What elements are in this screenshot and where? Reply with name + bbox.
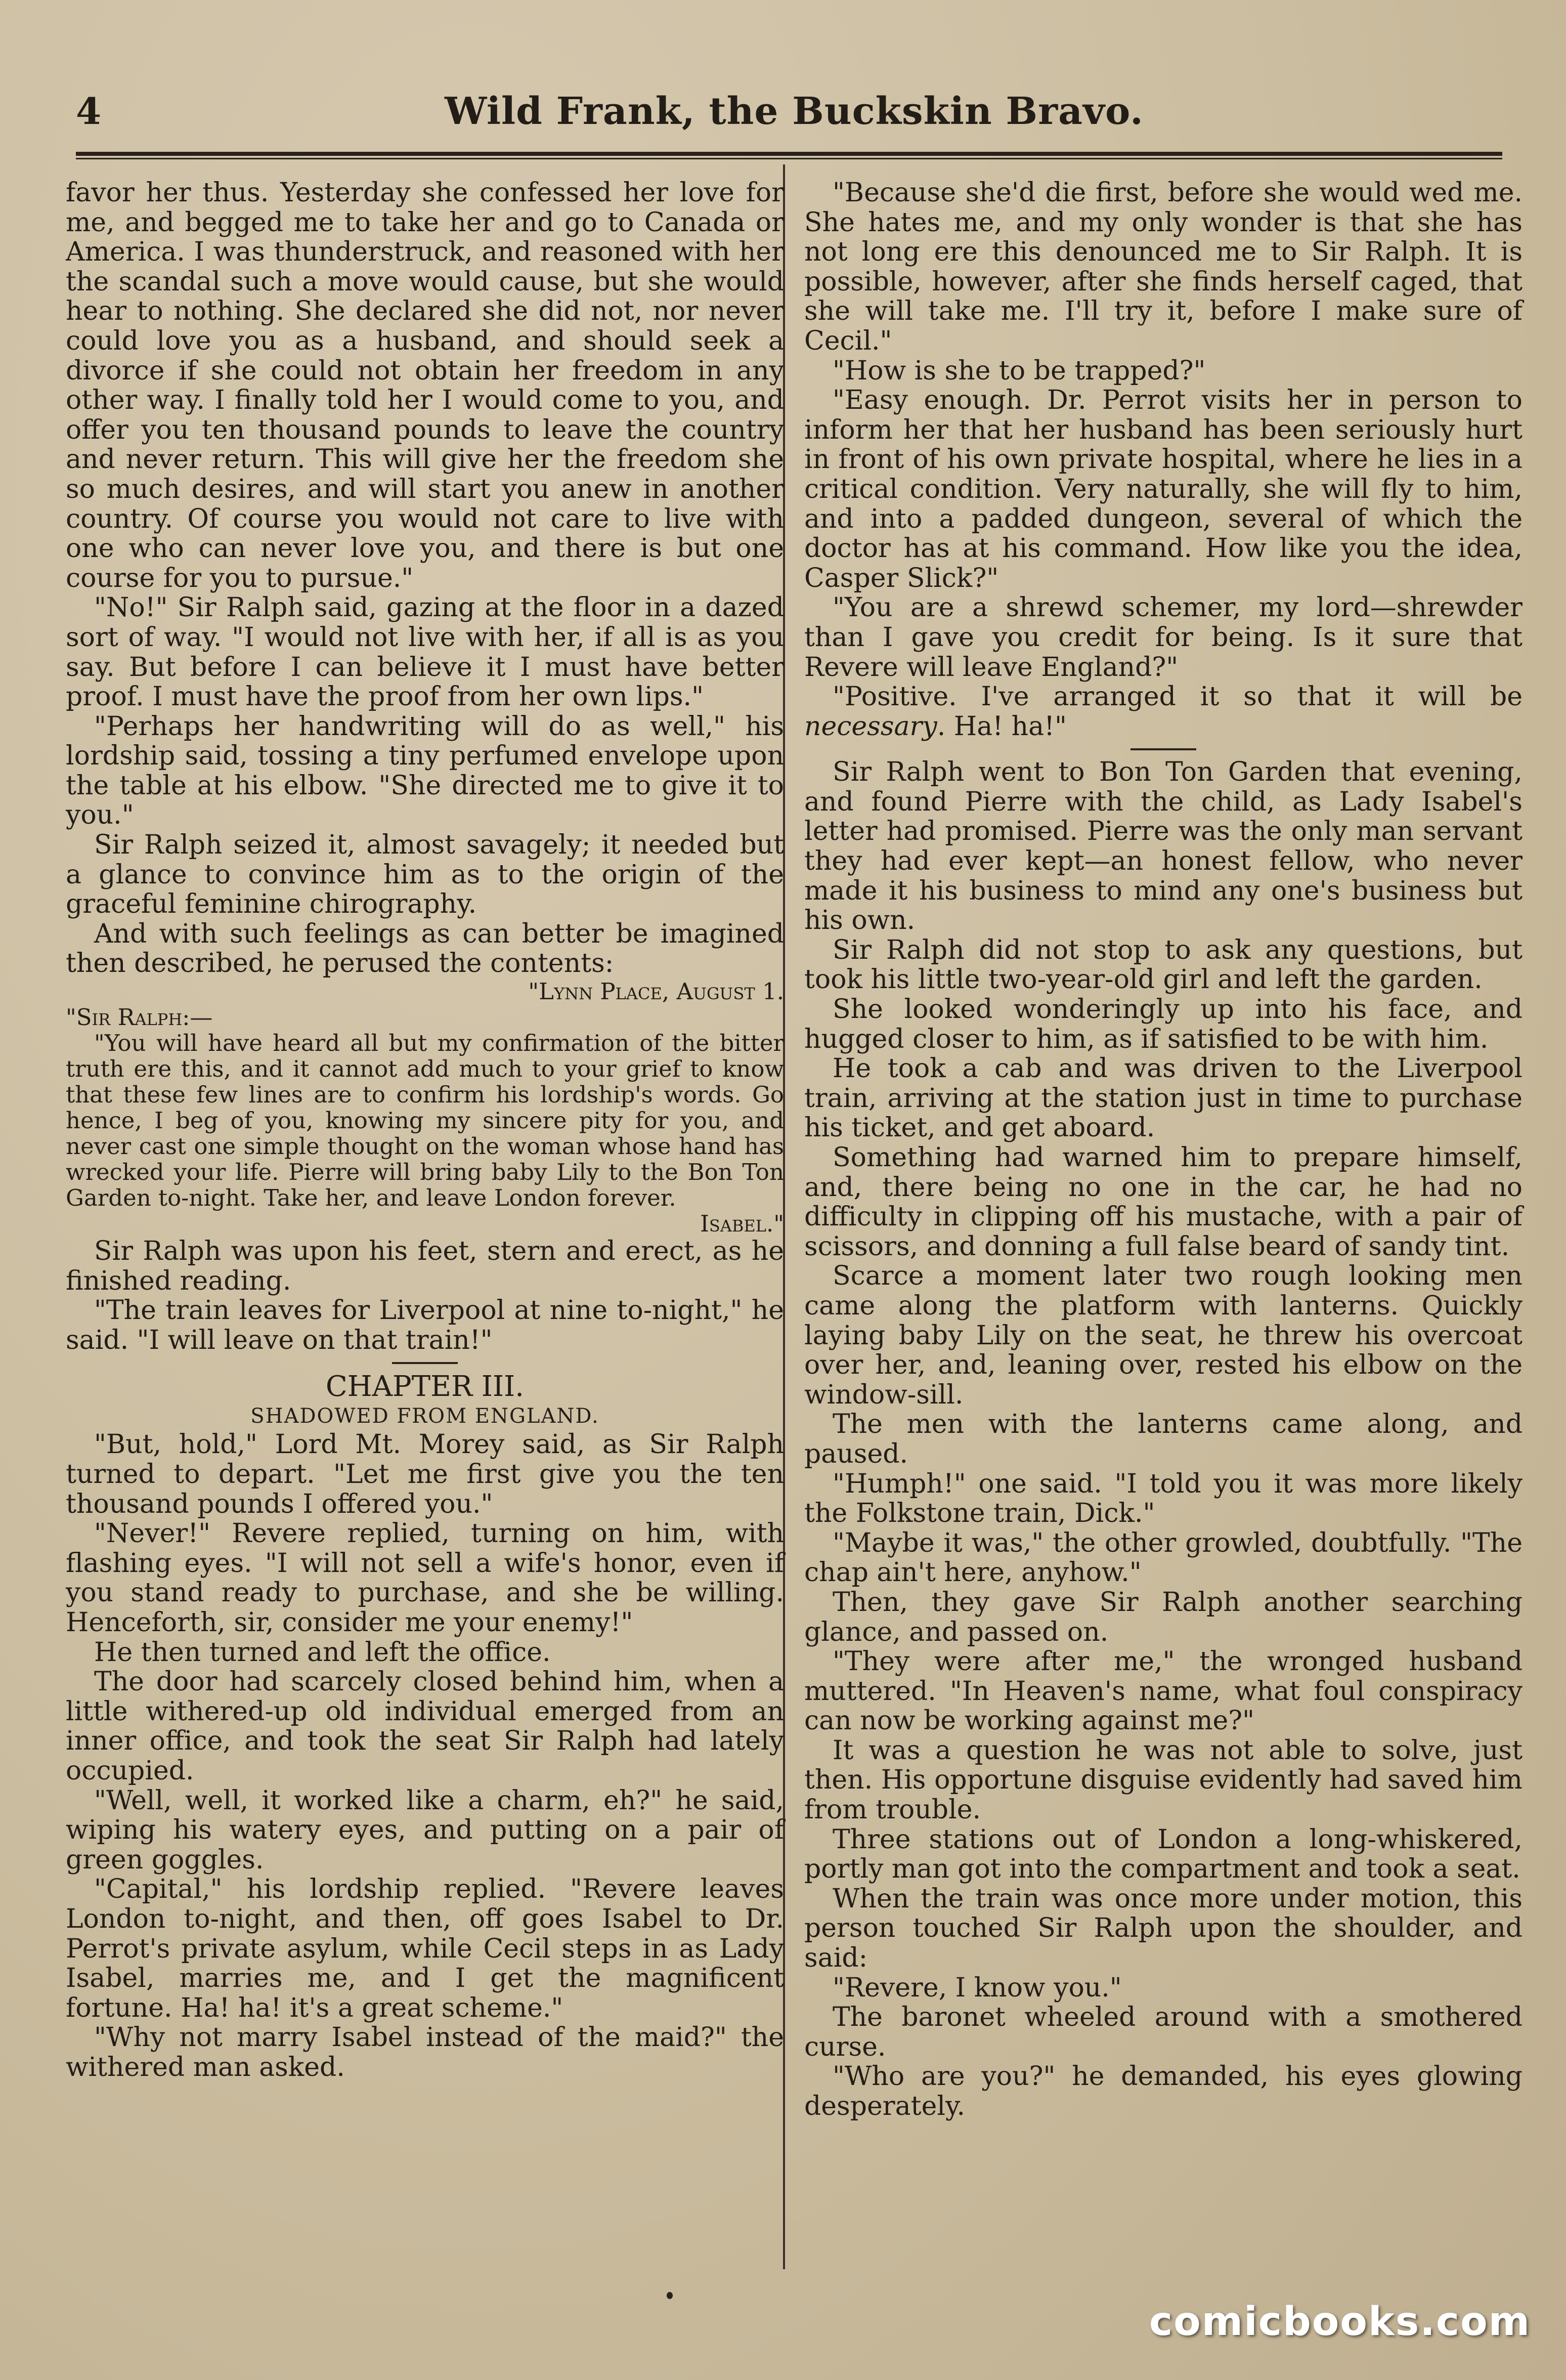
page-header (76, 86, 1502, 142)
paragraph: "Maybe it was," the other growled, doubtfully. "The chap ain't here, anyhow." (804, 1527, 1522, 1588)
paragraph: He then turned and left the office. (94, 1637, 551, 1668)
paragraph: The baronet wheeled around with a smothered curse. (804, 2002, 1522, 2062)
paragraph: "You are a shrewd schemer, my lord—shrewder than I gave you credit for being. Is it sure that Revere will leave England?" (804, 592, 1522, 683)
chapter-subtitle: SHADOWED FROM ENGLAND. (250, 1405, 599, 1428)
paragraph: Sir Ralph did not stop to ask any questions, but took his little two-year-old girl and left the garden. (804, 934, 1522, 995)
paragraph: Something had warned him to prepare himself, and, there being no one in the car, he had no difficulty in clipping off his mustache, with a pair of scissors, and donning a full false beard of sandy tint. (804, 1142, 1522, 1262)
letter-body (66, 1030, 784, 1238)
paragraph: Sir Ralph went to Bon Ton Garden that evening, and found Pierre with the child, as Lady Isabel's letter had promised. Pierre was the only man servant they had ever kept—an honest fellow, who never made it his business to mind any one's business but his own. (804, 757, 1522, 936)
paragraph: "Who are you?" he demanded, his eyes glowing desperately. (804, 2061, 1522, 2121)
paragraph: "Perhaps her handwriting will do as well," his lordship said, tossing a tiny perfumed envelope upon the table at his elbow. "She directed me to give it to you." (66, 711, 784, 831)
paragraph: Scarce a moment later two rough looking men came along the platform with lanterns. Quickly laying baby Lily on the seat, he threw his overcoat over her, and, leaning over, rested his elbow on the window-sill. (804, 1261, 1522, 1410)
paragraph: "They were after me," the wronged husband muttered. "In Heaven's name, what foul conspiracy can now be working against me?" (804, 1646, 1522, 1736)
paragraph: And with such feelings as can better be imagined then described, he perused the contents: (66, 918, 784, 979)
paragraph: "Humph!" one said. "I told you it was more likely the Folkstone train, Dick." (804, 1468, 1522, 1529)
right-column (804, 178, 1522, 2121)
ink-speck (667, 2292, 673, 2299)
paragraph: The men with the lanterns came along, and paused. (804, 1409, 1522, 1469)
header-rule-thin (76, 158, 1502, 159)
section-rule (1130, 748, 1196, 750)
paragraph: The door had scarcely closed behind him, when a little withered-up old individual emerged from an inner office, and took the seat Sir Ralph had lately occupied. (66, 1667, 784, 1786)
paragraph: "How is she to be trapped?" (833, 355, 1206, 386)
paragraph: "Easy enough. Dr. Perrot visits her in person to inform her that her husband has been seriously hurt in front of his own private hospital, where he lies in a critical condition. Very naturally, she will fly to him, and into a padded dungeon, several of which the doctor has at his command. How like you the idea, Casper Slick?" (804, 385, 1522, 593)
header-rule (76, 152, 1502, 156)
paragraph: When the train was once more under motion, this person touched Sir Ralph upon the shoulder, and said: (804, 1883, 1522, 1974)
paragraph: "Never!" Revere replied, turning on him, with flashing eyes. "I will not sell a wife's honor, even if you stand ready to purchase, and she be willing. Henceforth, sir, consider me your enemy!" (66, 1518, 784, 1638)
paragraph: "No!" Sir Ralph said, gazing at the floor in a dazed sort of way. "I would not live with her, if all is as you say. But before I can believe it I must have better proof. I must have the proof from her own lips." (66, 592, 784, 712)
emphasis: necessary (804, 711, 937, 742)
paragraph: It was a question he was not able to solve, just then. His opportune disguise evidently had saved him from trouble. (804, 1735, 1522, 1825)
paragraph: Sir Ralph seized it, almost savagely; it needed but a glance to convince him as to the origin of the graceful feminine chirography. (66, 830, 784, 920)
section-rule (392, 1362, 458, 1364)
paragraph (804, 682, 1522, 741)
paragraph: "Well, well, it worked like a charm, eh?" he said, wiping his watery eyes, and putting on a pair of green goggles. (66, 1785, 784, 1875)
paragraph: favor her thus. Yesterday she confessed her love for me, and begged me to take her and go to Canada or America. I was thunderstruck, and reasoned with her the scandal such a move would cause, but she would hear to nothing. She declared she did not, nor never could love you as a husband, and should seek a divorce if she could not obtain her freedom in any other way. I finally told her I would come to you, and offer you ten thousand pounds to leave the country and never return. This will give her the freedom she so much desires, and will start you anew in another country. Of course you would not care to live with one who can never love you, and there is but one course for you to pursue." (66, 178, 784, 593)
paragraph: She looked wonderingly up into his face, and hugged closer to him, as if satisfied to be with him. (804, 994, 1522, 1054)
letter-salutation: "Sir Ralph:— (66, 1004, 213, 1031)
paragraph: Sir Ralph was upon his feet, stern and erect, as he finished reading. (66, 1236, 784, 1296)
watermark: comicbooks.com (1149, 2299, 1531, 2345)
paragraph: "Revere, I know you." (833, 1972, 1122, 2003)
chapter-title: CHAPTER III. (325, 1370, 525, 1404)
paragraph: Then, they gave Sir Ralph another searching glance, and passed on. (804, 1587, 1522, 1647)
letter-signature: Isabel." (700, 1210, 784, 1238)
letter-text: "You will have heard all but my confirmation of the bitter truth ere this, and it cannot add much to your grief to know that these few lines are to confirm his lordship's words. Go hence, I beg of you, knowing my sincere pity for you, and never cast one simple thought on the woman whose hand has wrecked your life. Pierre will bring baby Lily to the Bon Ton Garden to-night. Take her, and leave London forever. (66, 1030, 784, 1212)
page-number: 4 (76, 90, 102, 133)
paragraph: "The train leaves for Liverpool at nine to-night," he said. "I will leave on that train!" (66, 1295, 784, 1355)
running-title: Wild Frank, the Buckskin Bravo. (445, 90, 1144, 133)
quoted-letter (66, 978, 784, 1238)
paragraph: Three stations out of London a long-whiskered, portly man got into the compartment and took a seat. (804, 1824, 1522, 1885)
paragraph: "But, hold," Lord Mt. Morey said, as Sir Ralph turned to depart. "Let me first give you the ten thousand pounds I offered you." (66, 1429, 784, 1519)
paragraph: He took a cab and was driven to the Liverpool train, arriving at the station just in time to purchase his ticket, and get aboard. (804, 1053, 1522, 1143)
paragraph: "Why not marry Isabel instead of the maid?" the withered man asked. (66, 2022, 784, 2082)
paragraph: "Capital," his lordship replied. "Revere leaves London to-night, and then, off goes Isabel to Dr. Perrot's private asylum, while Cecil steps in as Lady Isabel, marries me, and I get the magnificent fortune. Ha! ha! it's a great scheme." (66, 1874, 784, 2023)
paragraph: "Because she'd die first, before she would wed me. She hates me, and my only wonder is that she has not long ere this denounced me to Sir Ralph. It is possible, however, after she finds herself caged, that she will take me. I'll try it, before I make sure of Cecil." (804, 178, 1522, 356)
text-run: "Positive. I've arranged it so that it will be (833, 682, 1522, 712)
text-run: . Ha! ha!" (937, 711, 1067, 742)
left-column (66, 178, 784, 2082)
letter-dateline: "Lynn Place, August 1. (528, 978, 784, 1005)
